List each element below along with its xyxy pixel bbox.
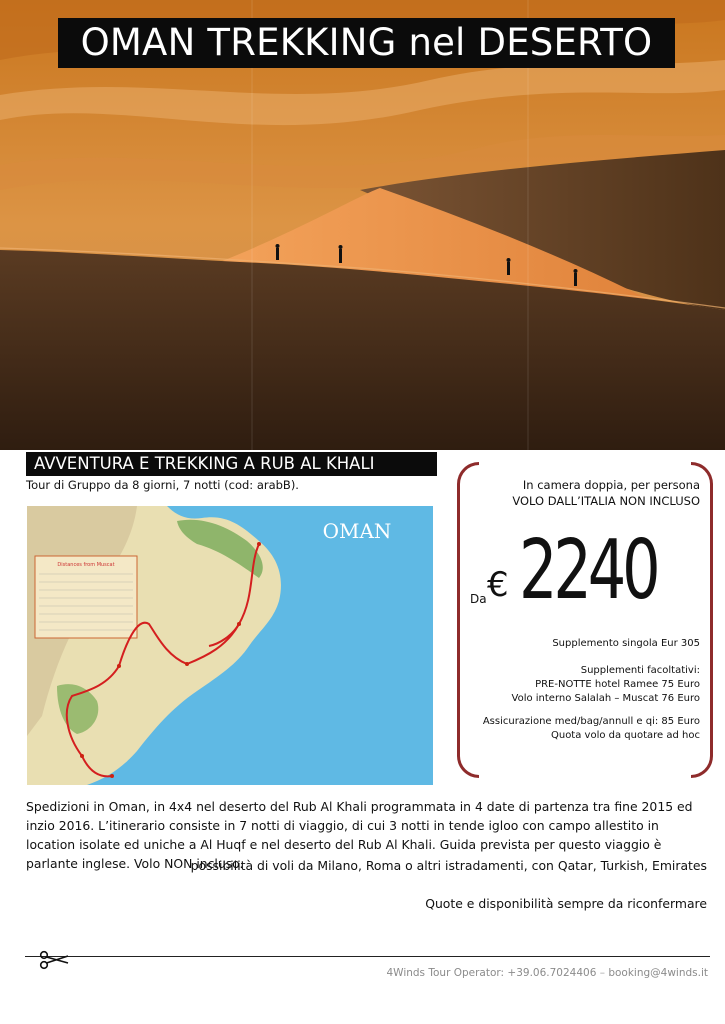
room-note: In camera doppia, per persona — [522, 478, 700, 492]
price-panel — [457, 462, 713, 778]
footer-email[interactable]: booking@4winds.it — [608, 967, 708, 979]
tour-info: Tour di Gruppo da 8 giorni, 7 notti (cod: arabB). — [26, 478, 299, 492]
price-bracket-left — [457, 462, 479, 778]
page-title: OMAN TREKKING nel DESERTO — [58, 18, 675, 68]
flight-note: VOLO DALL’ITALIA NON INCLUSO — [512, 494, 700, 508]
scissors-icon — [38, 948, 72, 972]
footer-separator: – — [599, 967, 605, 979]
map-legend-title: Distances from Muscat — [57, 562, 115, 568]
footer-contact — [386, 967, 708, 979]
currency-symbol: € — [487, 565, 509, 605]
single-supplement: Supplemento singola Eur 305 — [552, 638, 700, 649]
cut-line — [25, 956, 710, 957]
optional-supplement-hotel: PRE-NOTTE hotel Ramee 75 Euro — [535, 679, 700, 690]
section-subtitle: AVVENTURA E TREKKING A RUB AL KHALI — [26, 452, 437, 476]
optional-supplement-flight: Volo interno Salalah – Muscat 76 Euro — [511, 693, 700, 704]
flights-options-note: possibilità di voli da Milano, Roma o altri istradamenti, con Qatar, Turkish, Emirates — [190, 858, 707, 873]
oman-map — [27, 506, 433, 785]
flight-quote-note: Quota volo da quotare ad hoc — [550, 730, 700, 741]
price-from-label: Da — [470, 592, 487, 606]
insurance-note: Assicurazione med/bag/annull e qi: 85 Euro — [482, 716, 700, 727]
map-country-label: OMAN — [322, 519, 392, 543]
confirmation-note: Quote e disponibilità sempre da riconfermare — [425, 896, 707, 911]
footer-operator: 4Winds Tour Operator: +39.06.7024406 — [386, 967, 597, 979]
optional-supplements-title: Supplementi facoltativi: — [580, 665, 700, 676]
trip-description: Spedizioni in Oman, in 4x4 nel deserto del Rub Al Khali programmata in 4 date di partenza tra fine 2015 ed inzio 2016. L’itinerario consiste in 7 notti di viaggio, di cui 3 notti in tende igloo con campo allestito in location isolate ed uniche a Al Huqf e nel deserto del Rub Al Khali. Guida prevista per questo viaggio è parlante inglese. Volo NON incluso. — [26, 799, 693, 871]
price-amount: 2240 — [519, 523, 657, 618]
